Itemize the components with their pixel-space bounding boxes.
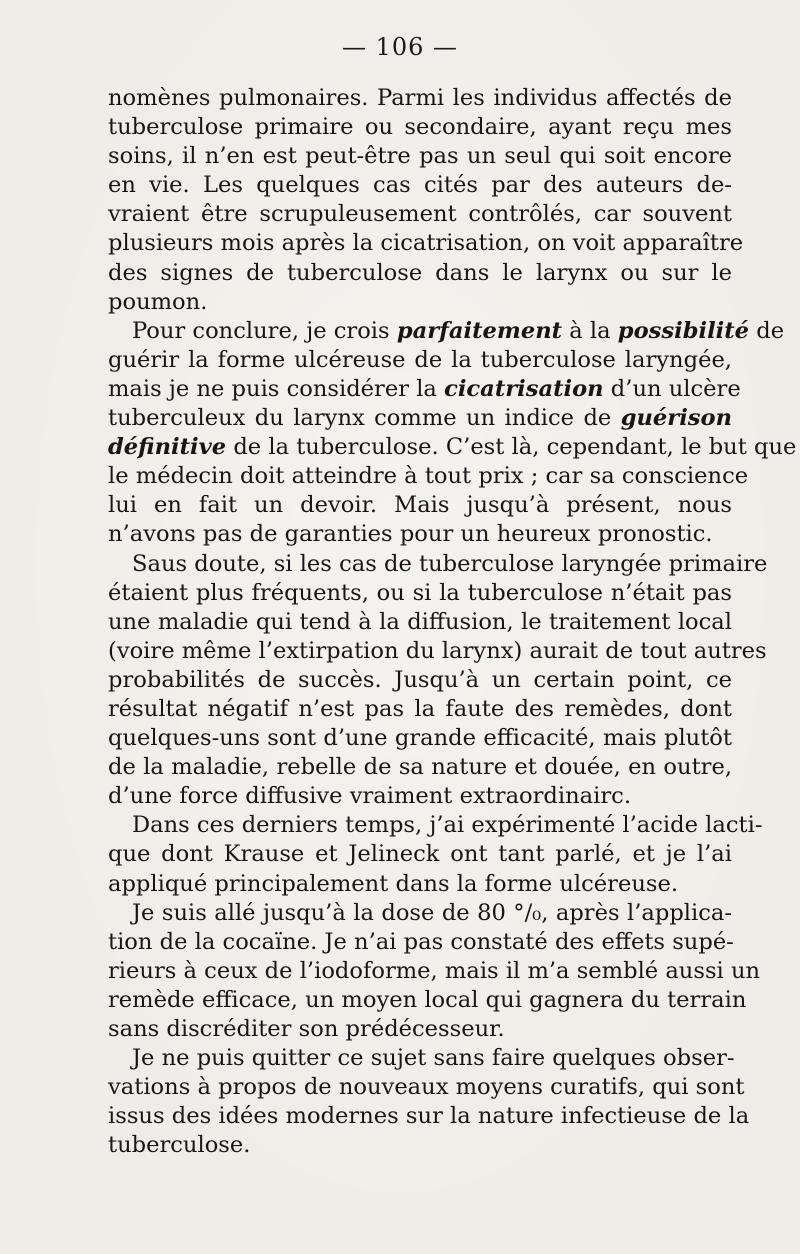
body-text <box>108 84 797 1160</box>
text-line: poumon. <box>108 288 208 315</box>
text-line: lui en fait un devoir. Mais jusqu’à présent, nous <box>108 492 732 519</box>
text-line: appliqué principalement dans la forme ulcéreuse. <box>108 870 679 897</box>
text-line: vraient être scrupuleusement contrôlés, car souvent <box>108 201 732 228</box>
text-line: en vie. Les quelques cas cités par des auteurs de- <box>108 172 732 199</box>
text-line: remède efficace, un moyen local qui gagnera du terrain <box>108 986 747 1013</box>
text-run: de la tuberculose. C’est là, cependant, le but que <box>226 434 797 461</box>
text-line: résultat négatif n’est pas la faute des remèdes, dont <box>108 695 732 722</box>
text-line: le médecin doit atteindre à tout prix ; car sa conscience <box>108 463 749 490</box>
text-line: sans discréditer son prédécesseur. <box>108 1016 505 1042</box>
text-line: quelques-uns sont d’une grande efficacité, mais plutôt <box>108 725 732 752</box>
emphasis-run: définitive <box>108 434 227 461</box>
text-line: tuberculose. <box>108 1132 251 1159</box>
emphasis-run: parfaitement <box>396 317 563 344</box>
text-line: de la maladie, rebelle de sa nature et douée, en outre, <box>108 754 732 781</box>
text-line: étaient plus fréquents, ou si la tuberculose n’était pas <box>108 579 732 606</box>
paragraph-first-line: Saus doute, si les cas de tuberculose laryngée primaire <box>132 550 768 577</box>
text-line: issus des idées modernes sur la nature infectieuse de la <box>108 1103 750 1130</box>
text-line: n’avons pas de garanties pour un heureux pronostic. <box>108 521 713 548</box>
text-line: soins, il n’en est peut-être pas un seul qui soit encore <box>108 143 732 170</box>
paragraph-first-line <box>108 317 785 346</box>
text-line: des signes de tuberculose dans le larynx ou sur le <box>108 259 732 286</box>
text-run: d’un ulcère <box>603 375 741 402</box>
emphasis-run: guérison <box>620 405 732 432</box>
text-line: vations à propos de nouveaux moyens curatifs, qui sont <box>108 1074 745 1101</box>
paragraph-first-line: Je suis allé jusqu’à la dose de 80 °/₀, après l’applica- <box>132 899 732 926</box>
text-line: probabilités de succès. Jusqu’à un certain point, ce <box>108 666 732 693</box>
emphasis-run: possibilité <box>617 317 750 344</box>
text-line: rieurs à ceux de l’iodoforme, mais il m’a semblé aussi un <box>108 957 761 984</box>
text-line: que dont Krause et Jelineck ont tant parlé, et je l’ai <box>108 841 732 868</box>
text-line: guérir la forme ulcéreuse de la tuberculose laryngée, <box>108 346 732 373</box>
text-run: Pour conclure, je crois <box>132 317 397 344</box>
text-line <box>108 375 741 404</box>
text-line: tuberculose primaire ou secondaire, ayant reçu mes <box>108 114 732 141</box>
text-line <box>108 433 797 462</box>
text-line: plusieurs mois après la cicatrisation, on voit apparaître <box>108 230 744 257</box>
text-line: d’une force diffusive vraiment extraordinairc. <box>108 783 632 810</box>
text-run: mais je ne puis considérer la <box>108 375 445 402</box>
text-run: à la <box>562 317 618 344</box>
text-line: nomènes pulmonaires. Parmi les individus affectés de <box>108 85 732 111</box>
text-run: de <box>749 317 785 344</box>
page-number: — 106 — <box>341 33 459 61</box>
emphasis-run: cicatrisation <box>444 375 604 402</box>
text-line: une maladie qui tend à la diffusion, le traitement local <box>108 608 732 635</box>
paragraph-first-line: Dans ces derniers temps, j’ai expérimenté l’acide lacti- <box>132 812 763 839</box>
text-run: tuberculeux du larynx comme un indice de <box>108 405 621 432</box>
text-line <box>108 404 732 433</box>
text-line: (voire même l’extirpation du larynx) aurait de tout autres <box>108 637 767 664</box>
paragraph-first-line: Je ne puis quitter ce sujet sans faire quelques obser- <box>132 1045 735 1072</box>
text-line: tion de la cocaïne. Je n’ai pas constaté des effets supé- <box>108 928 734 955</box>
